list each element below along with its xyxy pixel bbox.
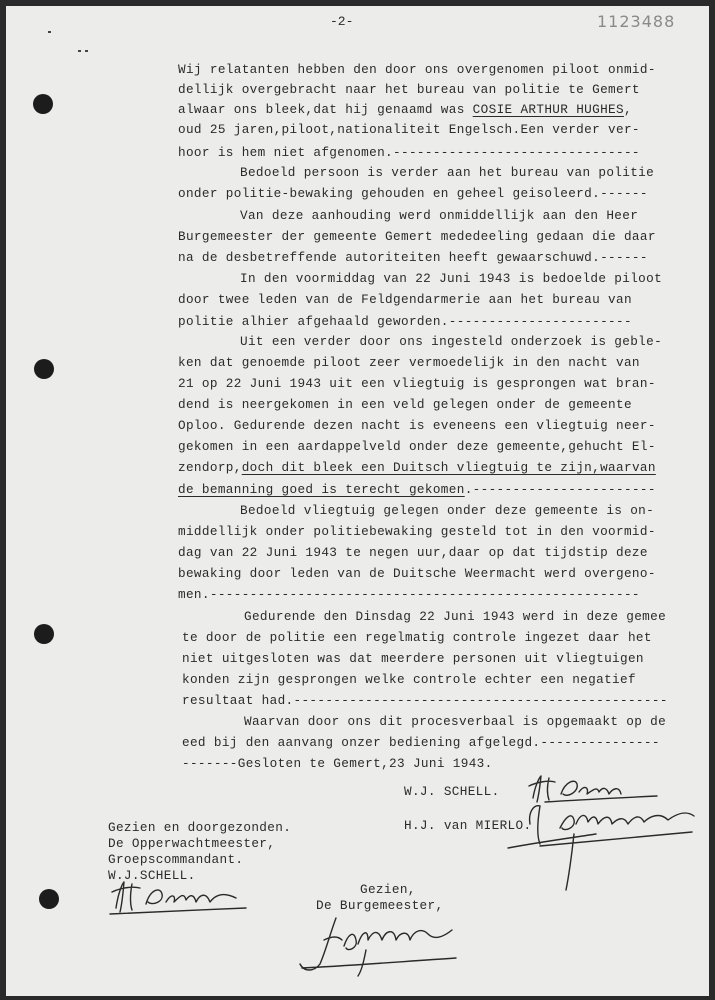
body-line: men.------------------------------------------------------	[178, 587, 640, 602]
body-line: Oploo. Gedurende dezen nacht is eveneens een vliegtuig neer-	[178, 418, 656, 433]
body-line: Gedurende den Dinsdag 22 Juni 1943 werd in deze gemee	[244, 609, 667, 624]
punch-hole	[34, 624, 54, 644]
body-line: te door de politie een regelmatig controle ingezet daar het	[182, 630, 652, 645]
body-line: dend is neergekomen in een veld gelegen onder de gemeente	[178, 397, 632, 412]
forwarding-note: Gezien en doorgezonden.	[108, 820, 292, 835]
body-line: 21 op 22 Juni 1943 uit een vliegtuig is gesprongen wat bran-	[178, 376, 656, 391]
body-line: onder politie-bewaking gehouden en geheel geisoleerd.------	[178, 186, 648, 201]
body-line: middellijk onder politiebewaking gesteld tot in den voormid-	[178, 524, 656, 539]
body-line: politie alhier afgehaald geworden.-----------------------	[178, 314, 632, 329]
body-line: zendorp,doch dit bleek een Duitsch vliegtuig te zijn,waarvan	[178, 460, 656, 475]
body-line: In den voormiddag van 22 Juni 1943 is bedoelde piloot	[240, 271, 663, 286]
page-number: -2-	[330, 14, 354, 29]
body-line: Burgemeester der gemeente Gemert mededeeling gedaan die daar	[178, 229, 656, 244]
signature-schell-forwarding	[110, 878, 250, 922]
body-line: gekomen in een aardappelveld onder deze gemeente,gehucht El-	[178, 439, 656, 454]
body-line: Bedoeld persoon is verder aan het bureau van politie	[240, 165, 655, 180]
punch-hole	[34, 359, 54, 379]
body-line: Van deze aanhouding werd onmiddellijk aan den Heer	[240, 208, 639, 223]
signatory-name: H.J. van MIERLO.	[404, 818, 532, 833]
body-line: konden zijn gesprongen welke controle echter een negatief	[182, 672, 636, 687]
signature-van-mierlo	[500, 798, 700, 894]
forwarding-note: De Opperwachtmeester,	[108, 836, 276, 851]
forwarding-note: Groepscommandant.	[108, 852, 244, 867]
body-line: door twee leden van de Feldgendarmerie aan het bureau van	[178, 292, 632, 307]
archive-number: 1123488	[597, 12, 676, 31]
body-line: hoor is hem niet afgenomen.-------------------------------	[178, 145, 640, 160]
body-line: eed bij den aanvang onzer bediening afgelegd.---------------	[182, 735, 660, 750]
body-line: bewaking door leden van de Duitsche Weermacht werd overgeno-	[178, 566, 656, 581]
signature-burgemeester	[296, 910, 466, 980]
body-line: dellijk overgebracht naar het bureau van politie te Gemert	[178, 82, 640, 97]
paper-mark	[85, 50, 88, 52]
signatory-name: W.J. SCHELL.	[404, 784, 500, 799]
body-line: -------Gesloten te Gemert,23 Juni 1943.	[182, 756, 493, 771]
body-line: Bedoeld vliegtuig gelegen onder deze gemeente is on-	[240, 503, 655, 518]
punch-hole	[39, 889, 59, 909]
body-line: ken dat genoemde piloot zeer vermoedelijk in den nacht van	[178, 355, 640, 370]
punch-hole	[33, 94, 53, 114]
underlined-passage: doch dit bleek een Duitsch vliegtuig te zijn,waarvan	[241, 460, 656, 475]
body-line: niet uitgesloten was dat meerdere personen uit vliegtuigen	[182, 651, 644, 666]
body-line: resultaat had.-----------------------------------------------	[182, 693, 668, 708]
body-line: alwaar ons bleek,dat hij genaamd was COSIE ARTHUR HUGHES,	[178, 102, 632, 117]
paper-mark	[78, 50, 81, 52]
pilot-name: COSIE ARTHUR HUGHES	[472, 102, 624, 117]
body-line: na de desbetreffende autoriteiten heeft gewaarschuwd.------	[178, 250, 648, 265]
body-line: Wij relatanten hebben den door ons overgenomen piloot onmid-	[178, 62, 656, 77]
mayor-note: De Burgemeester,	[316, 898, 444, 913]
body-line: de bemanning goed is terecht gekomen.-----------------------	[178, 482, 656, 497]
forwarding-note: W.J.SCHELL.	[108, 868, 196, 883]
paper-mark	[48, 31, 51, 33]
body-line: dag van 22 Juni 1943 te negen uur,daar op dat tijdstip deze	[178, 545, 648, 560]
body-line: Waarvan door ons dit procesverbaal is opgemaakt op de	[244, 714, 667, 729]
underlined-passage: de bemanning goed is terecht gekomen	[178, 482, 465, 497]
body-line: oud 25 jaren,piloot,nationaliteit Engelsch.Een verder ver-	[178, 122, 640, 137]
mayor-note: Gezien,	[360, 882, 416, 897]
body-line: Uit een verder door ons ingesteld onderzoek is geble-	[240, 334, 663, 349]
